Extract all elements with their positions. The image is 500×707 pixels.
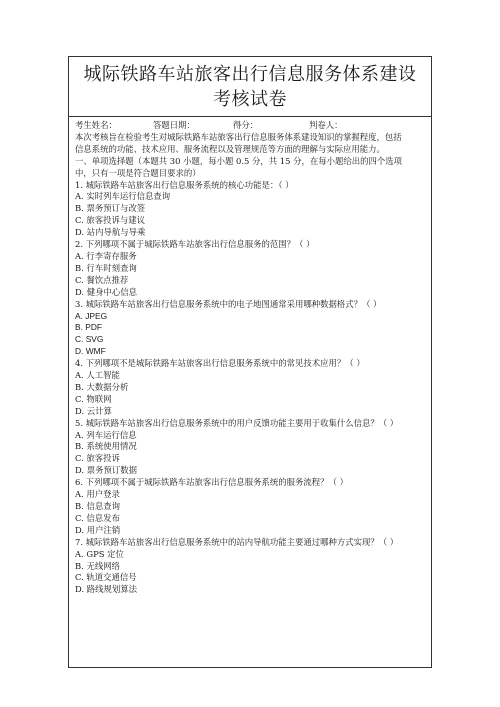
exam-sheet [68, 56, 432, 668]
question-option: A. GPS 定位 [75, 548, 124, 559]
question-option: B. 信息查询 [75, 501, 120, 511]
question-option: A. 行李寄存服务 [75, 250, 137, 261]
exam-content [69, 117, 431, 596]
question-stem: 5. 城际铁路车站旅客出行信息服务系统中的用户反馈功能主要用于收集什么信息？（ ） [75, 417, 399, 428]
question-stem: 2. 下列哪项不属于城际铁路车站旅客出行信息服务的范围？（ ） [75, 239, 315, 250]
score-label: 得分： [233, 120, 259, 130]
exam-title-line-1: 城际铁路车站旅客出行信息服务体系建设 [83, 64, 417, 85]
question-option: D. WMF [75, 346, 106, 357]
question-option: D. 站内导航与导乘 [75, 227, 146, 238]
question-option: D. 路线规划算法 [75, 584, 137, 595]
question-option: C. 餐饮点推荐 [75, 274, 129, 285]
section-heading-line-1: 一、单项选择题（本题共 30 小题，每小题 0.5 分，共 15 分，在每小题给出的四个选项 [75, 155, 402, 166]
title-block [69, 57, 431, 117]
question-option: C. 旅客投诉 [75, 453, 120, 464]
question-stem: 7. 城际铁路车站旅客出行信息服务系统中的站内导航功能主要通过哪种方式实现？（ ） [75, 536, 399, 547]
question-option: B. PDF [75, 322, 102, 333]
name-label: 考生姓名： [75, 120, 117, 130]
question-option: B. 无线网络 [75, 560, 120, 571]
question-option: C. 物联网 [75, 393, 112, 404]
question-option: D. 健身中心信息 [75, 286, 137, 297]
date-label: 答题日期： [153, 120, 195, 130]
question-option: C. 旅客投诉与建议 [75, 215, 146, 226]
question-option: B. 票务预订与改签 [75, 203, 146, 214]
question-option: D. 票务预订数据 [75, 465, 137, 476]
question-option: D. 云计算 [75, 405, 112, 416]
question-option: A. 实时列车运行信息查询 [75, 191, 171, 202]
question-option: C. 轨道交通信号 [75, 572, 137, 583]
candidate-info-row [75, 120, 425, 132]
question-option: C. SVG [75, 334, 104, 345]
question-option: D. 用户注销 [75, 524, 121, 535]
question-stem: 3. 城际铁路车站旅客出行信息服务系统中的电子地图通常采用哪种数据格式？（ ） [75, 298, 382, 309]
question-option: B. 系统使用情况 [75, 441, 137, 452]
question-stem: 1. 城际铁路车站旅客出行信息服务系统的核心功能是：（ ） [75, 179, 294, 190]
question-option: B. 行车时刻查询 [75, 262, 137, 273]
intro-line-2: 信息系统的功能、技术应用、服务流程以及管理规范等方面的理解与实际应用能力。 [75, 143, 385, 154]
question-option: A. 用户登录 [75, 489, 120, 500]
question-option: A. 列车运行信息 [75, 429, 137, 440]
grader-label: 判卷人： [309, 120, 343, 130]
question-option: A. JPEG [75, 310, 108, 321]
section-heading-line-2: 中，只有一项是符合题目要求的） [75, 167, 201, 178]
question-option: B. 大数据分析 [75, 381, 129, 392]
exam-title-line-2: 考核试卷 [213, 89, 287, 110]
question-option: A. 人工智能 [75, 370, 120, 381]
question-stem: 4. 下列哪项不是城际铁路车站旅客出行信息服务系统中的常见技术应用？（ ） [75, 358, 365, 369]
question-option: C. 信息发布 [75, 512, 120, 523]
question-stem: 6. 下列哪项不属于城际铁路车站旅客出行信息服务系统的服务流程？（ ） [75, 477, 348, 488]
intro-line-1: 本次考核旨在检验考生对城际铁路车站旅客出行信息服务体系建设知识的掌握程度，包括 [75, 131, 402, 142]
